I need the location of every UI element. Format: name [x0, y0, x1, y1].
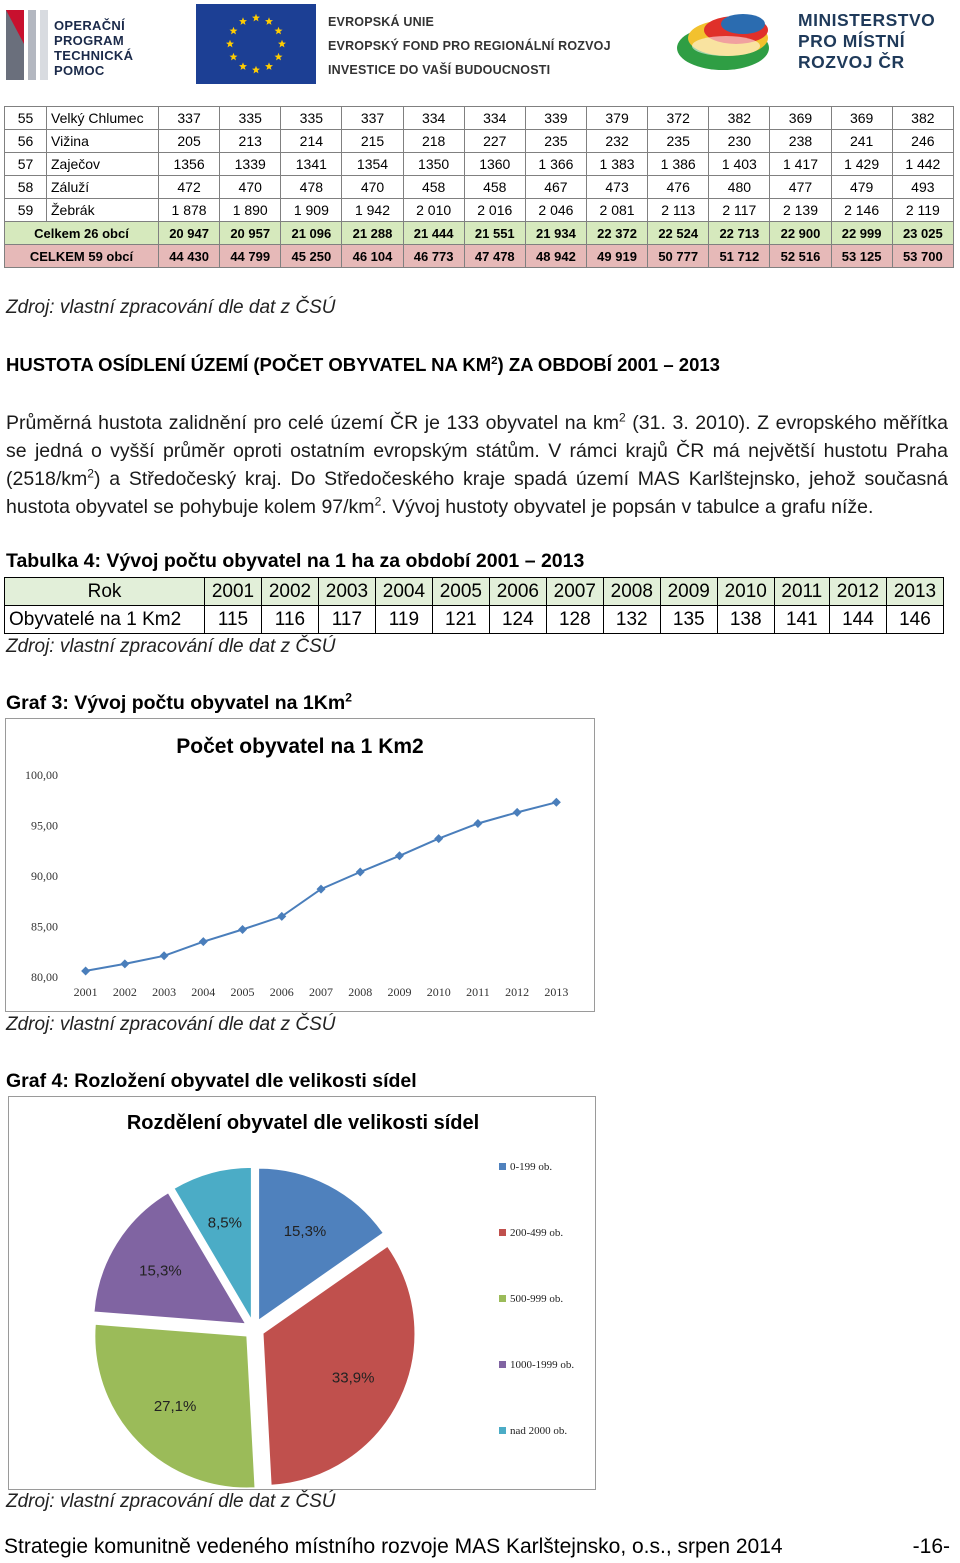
paragraph-sup: 2: [374, 494, 382, 509]
table-cell: 22 900: [770, 222, 831, 245]
table-cell: 1 386: [648, 153, 709, 176]
table-cell: 230: [709, 130, 770, 153]
row-number: 58: [5, 176, 47, 199]
row-number: 59: [5, 199, 47, 222]
table-row: [5, 199, 954, 222]
legend-swatch: [499, 1163, 506, 1170]
chart-title: Rozdělení obyvatel dle velikosti sídel: [126, 1112, 480, 1134]
data-point: [120, 959, 129, 968]
table-cell: 49 919: [586, 245, 647, 268]
table-cell: 53 125: [831, 245, 892, 268]
slice-label: 27,1%: [153, 1398, 197, 1416]
source-note: Zdroj: vlastní zpracování dle dat z ČSÚ: [6, 1491, 336, 1512]
chart-title: Počet obyvatel na 1 Km2: [176, 735, 424, 758]
legend-swatch: [499, 1295, 506, 1302]
year-header-cell: 2003: [318, 578, 375, 606]
table-cell: 235: [648, 130, 709, 153]
legend-label: 0-199 ob.: [510, 1161, 553, 1173]
pie-chart: [9, 1097, 595, 1489]
table-cell: 213: [220, 130, 281, 153]
table-row: [5, 222, 954, 245]
density-value-cell: 115: [205, 606, 262, 634]
mmr-logo-line: PRO MÍSTNÍ: [798, 31, 906, 51]
data-point: [356, 867, 365, 876]
municipality-name: Vižina: [47, 130, 159, 153]
density-value-cell: 121: [432, 606, 489, 634]
density-value-cell: 146: [886, 606, 943, 634]
table-cell: 214: [281, 130, 342, 153]
table-cell: 472: [159, 176, 220, 199]
table-cell: 372: [648, 107, 709, 130]
table-cell: 467: [525, 176, 586, 199]
paragraph-text: (31. 3. 2010). Z evropského měřítka se jedná o vyšší průměr oproti ostatním evropským státům. V rámci krajů ČR má největší hustotu Praha (2518/km: [6, 412, 948, 490]
table-cell: 1350: [403, 153, 464, 176]
table-cell: 46 104: [342, 245, 403, 268]
year-header-cell: 2006: [489, 578, 546, 606]
paragraph-text: Průměrná hustota zalidnění pro celé území ČR je 133 obyvatel na km: [6, 412, 620, 434]
data-point: [199, 937, 208, 946]
table-cell: 246: [892, 130, 953, 153]
density-value-cell: 119: [375, 606, 432, 634]
eu-flag-icon: [196, 4, 316, 84]
year-header-cell: 2005: [432, 578, 489, 606]
x-tick-label: 2004: [191, 985, 216, 999]
table-cell: 473: [586, 176, 647, 199]
op-logo-line: TECHNICKÁ: [54, 48, 134, 63]
page-footer: [4, 1535, 950, 1559]
table-cell: 369: [770, 107, 831, 130]
x-tick-label: 2010: [426, 985, 451, 999]
legend-swatch: [499, 1427, 506, 1434]
table-cell: 493: [892, 176, 953, 199]
pie-chart-frame: [8, 1096, 596, 1490]
table-cell: 21 934: [525, 222, 586, 245]
table-row: [5, 107, 954, 130]
table-row: [5, 245, 954, 268]
x-tick-label: 2005: [230, 985, 255, 999]
data-point: [238, 925, 247, 934]
table-cell: 379: [586, 107, 647, 130]
table-cell: 1 942: [342, 199, 403, 222]
density-value-cell: 141: [774, 606, 829, 634]
table-cell: 21 288: [342, 222, 403, 245]
year-header-cell: 2001: [205, 578, 262, 606]
data-point: [81, 966, 90, 975]
heading-text: ) ZA OBDOBÍ 2001 – 2013: [497, 354, 720, 375]
y-tick-label: 85,00: [31, 919, 58, 934]
data-point: [434, 834, 443, 843]
table-cell: 2 117: [709, 199, 770, 222]
legend-label: 500-999 ob.: [510, 1293, 564, 1305]
table-cell: 215: [342, 130, 403, 153]
data-point: [160, 951, 169, 960]
year-header-cell: 2002: [261, 578, 318, 606]
table4-caption: Tabulka 4: Vývoj počtu obyvatel na 1 ha za období 2001 – 2013: [6, 550, 585, 572]
mmr-logo: [668, 4, 958, 84]
table-cell: 51 712: [709, 245, 770, 268]
table-cell: 1 878: [159, 199, 220, 222]
table-cell: 337: [159, 107, 220, 130]
table-row: [5, 176, 954, 199]
source-note: Zdroj: vlastní zpracování dle dat z ČSÚ: [6, 297, 336, 318]
x-tick-label: 2001: [73, 985, 98, 999]
table-cell: 22 524: [648, 222, 709, 245]
table-cell: 53 700: [892, 245, 953, 268]
y-tick-label: 80,00: [31, 970, 58, 984]
year-header-cell: 2004: [375, 578, 432, 606]
table-cell: 334: [464, 107, 525, 130]
table-cell: 1 909: [281, 199, 342, 222]
x-tick-label: 2006: [269, 985, 294, 999]
table-cell: 44 430: [159, 245, 220, 268]
mmr-logo-line: ROZVOJ ČR: [798, 52, 905, 72]
total-label: Celkem 26 obcí: [5, 222, 159, 245]
table-cell: 2 113: [648, 199, 709, 222]
x-tick-label: 2013: [544, 985, 569, 999]
density-value-cell: 116: [261, 606, 318, 634]
table-cell: 1 442: [892, 153, 953, 176]
table-row: [5, 130, 954, 153]
page-number: -16-: [912, 1535, 950, 1558]
mmr-logo-line: MINISTERSTVO: [798, 10, 936, 30]
table-cell: 476: [648, 176, 709, 199]
year-header-cell: 2008: [603, 578, 660, 606]
table-row: [5, 578, 944, 606]
paragraph-text: ) a Středočeský kraj. Do Středočeského kraje spadá území MAS Karlštejnsko, jehož současná hustota obyvatel se pohybuje kolem 97/km: [6, 468, 948, 518]
density-value-cell: 135: [660, 606, 717, 634]
table-cell: 22 713: [709, 222, 770, 245]
table-header-cell: Rok: [5, 578, 205, 606]
table-cell: 1341: [281, 153, 342, 176]
table-cell: 238: [770, 130, 831, 153]
table-cell: 335: [220, 107, 281, 130]
y-tick-label: 100,00: [25, 768, 58, 782]
eu-logo-line: EVROPSKÝ FOND PRO REGIONÁLNÍ ROZVOJ: [328, 39, 611, 53]
table-cell: 458: [403, 176, 464, 199]
table-row-label: Obyvatelé na 1 Km2: [5, 606, 205, 634]
municipality-population-table: [4, 106, 954, 268]
table-cell: 241: [831, 130, 892, 153]
year-header-cell: 2011: [774, 578, 829, 606]
paragraph-text: . Vývoj hustoty obyvatel je popsán v tabulce a grafu níže.: [381, 496, 874, 518]
table-cell: 1354: [342, 153, 403, 176]
slice-label: 33,9%: [331, 1369, 375, 1387]
legend-swatch: [499, 1361, 506, 1368]
table-cell: 2 010: [403, 199, 464, 222]
line-chart-frame: [5, 718, 595, 1012]
paragraph-sup: 2: [87, 466, 95, 481]
table-cell: 477: [770, 176, 831, 199]
eu-logo-line: INVESTICE DO VAŠÍ BUDOUCNOSTI: [328, 63, 551, 77]
table-cell: 2 016: [464, 199, 525, 222]
table-cell: 470: [342, 176, 403, 199]
density-value-cell: 117: [318, 606, 375, 634]
table-cell: 22 999: [831, 222, 892, 245]
density-table: [4, 577, 944, 634]
eu-logo-line: EVROPSKÁ UNIE: [328, 15, 435, 29]
table-cell: 1 890: [220, 199, 281, 222]
graph3-caption: [6, 692, 352, 715]
data-point: [395, 851, 404, 860]
municipality-name: Žebrák: [47, 199, 159, 222]
paragraph-sup: 2: [619, 410, 626, 425]
slice-label: 15,3%: [283, 1223, 327, 1241]
op-logo-line: PROGRAM: [54, 33, 124, 48]
data-point: [473, 819, 482, 828]
year-header-cell: 2013: [886, 578, 943, 606]
x-tick-label: 2008: [348, 985, 373, 999]
op-logo-line: OPERAČNÍ: [54, 18, 126, 33]
data-point: [552, 798, 561, 807]
table-cell: 46 773: [403, 245, 464, 268]
caption-sup: 2: [345, 690, 352, 705]
table-cell: 1 383: [586, 153, 647, 176]
table-cell: 337: [342, 107, 403, 130]
table-cell: 2 139: [770, 199, 831, 222]
table-cell: 479: [831, 176, 892, 199]
table-cell: 44 799: [220, 245, 281, 268]
table-cell: 1 429: [831, 153, 892, 176]
table-cell: 45 250: [281, 245, 342, 268]
legend-label: 200-499 ob.: [510, 1227, 564, 1239]
mmr-emblem-icon: [668, 4, 788, 84]
x-tick-label: 2002: [112, 985, 137, 999]
year-header-cell: 2007: [546, 578, 603, 606]
table-cell: 382: [709, 107, 770, 130]
table-cell: 22 372: [586, 222, 647, 245]
municipality-name: Zaječov: [47, 153, 159, 176]
table-cell: 480: [709, 176, 770, 199]
year-header-cell: 2012: [829, 578, 886, 606]
table-row: [5, 153, 954, 176]
table-cell: 369: [831, 107, 892, 130]
table-cell: 2 046: [525, 199, 586, 222]
table-cell: 335: [281, 107, 342, 130]
table-cell: 334: [403, 107, 464, 130]
table-cell: 227: [464, 130, 525, 153]
table-cell: 1360: [464, 153, 525, 176]
table-cell: 232: [586, 130, 647, 153]
table-cell: 20 947: [159, 222, 220, 245]
year-header-cell: 2010: [717, 578, 774, 606]
table-cell: 1339: [220, 153, 281, 176]
table-cell: 1 403: [709, 153, 770, 176]
table-cell: 47 478: [464, 245, 525, 268]
legend-label: nad 2000 ob.: [510, 1425, 568, 1437]
section-heading: [6, 354, 720, 376]
table-cell: 20 957: [220, 222, 281, 245]
density-value-cell: 138: [717, 606, 774, 634]
density-value-cell: 144: [829, 606, 886, 634]
year-header-cell: 2009: [660, 578, 717, 606]
table-cell: 218: [403, 130, 464, 153]
row-number: 56: [5, 130, 47, 153]
table-cell: 205: [159, 130, 220, 153]
table-cell: 1 366: [525, 153, 586, 176]
total-label: CELKEM 59 obcí: [5, 245, 159, 268]
data-point: [513, 808, 522, 817]
table-cell: 48 942: [525, 245, 586, 268]
y-tick-label: 95,00: [31, 818, 58, 833]
table-cell: 21 096: [281, 222, 342, 245]
table-cell: 52 516: [770, 245, 831, 268]
municipality-name: Záluží: [47, 176, 159, 199]
row-number: 55: [5, 107, 47, 130]
table-cell: 2 146: [831, 199, 892, 222]
table-cell: 23 025: [892, 222, 953, 245]
source-note: Zdroj: vlastní zpracování dle dat z ČSÚ: [6, 636, 336, 657]
x-tick-label: 2012: [505, 985, 530, 999]
x-tick-label: 2011: [466, 985, 490, 999]
table-cell: 470: [220, 176, 281, 199]
heading-sup: 2: [491, 354, 498, 367]
table-row: [5, 606, 944, 634]
table-cell: 458: [464, 176, 525, 199]
y-tick-label: 90,00: [31, 869, 58, 883]
municipality-name: Velký Chlumec: [47, 107, 159, 130]
page-header: [0, 0, 960, 92]
density-value-cell: 124: [489, 606, 546, 634]
density-paragraph: [6, 409, 948, 521]
table-cell: 2 119: [892, 199, 953, 222]
graph4-caption: Graf 4: Rozložení obyvatel dle velikosti sídel: [6, 1070, 417, 1092]
legend-swatch: [499, 1229, 506, 1236]
density-value-cell: 128: [546, 606, 603, 634]
source-note: Zdroj: vlastní zpracování dle dat z ČSÚ: [6, 1014, 336, 1035]
op-tp-emblem-icon: [4, 4, 54, 84]
line-chart: [6, 719, 594, 1011]
caption-text: Graf 3: Vývoj počtu obyvatel na 1Km: [6, 692, 346, 714]
density-value-cell: 132: [603, 606, 660, 634]
x-tick-label: 2009: [387, 985, 412, 999]
table-cell: 235: [525, 130, 586, 153]
op-tp-logo: [4, 4, 194, 84]
table-cell: 382: [892, 107, 953, 130]
legend-label: 1000-1999 ob.: [510, 1359, 575, 1371]
slice-label: 15,3%: [139, 1262, 182, 1280]
table-cell: 339: [525, 107, 586, 130]
table-cell: 21 551: [464, 222, 525, 245]
op-logo-line: POMOC: [54, 63, 105, 78]
table-cell: 1 417: [770, 153, 831, 176]
table-cell: 50 777: [648, 245, 709, 268]
table-cell: 21 444: [403, 222, 464, 245]
row-number: 57: [5, 153, 47, 176]
slice-label: 8,5%: [207, 1214, 243, 1232]
heading-text: HUSTOTA OSÍDLENÍ ÚZEMÍ (POČET OBYVATEL NA KM: [6, 354, 492, 375]
table-cell: 2 081: [586, 199, 647, 222]
footer-text: Strategie komunitně vedeného místního rozvoje MAS Karlštejnsko, o.s., srpen 2014: [4, 1535, 783, 1558]
x-tick-label: 2003: [152, 985, 177, 999]
table-cell: 1356: [159, 153, 220, 176]
table-cell: 478: [281, 176, 342, 199]
x-tick-label: 2007: [309, 985, 333, 999]
eu-logo: [196, 4, 626, 86]
